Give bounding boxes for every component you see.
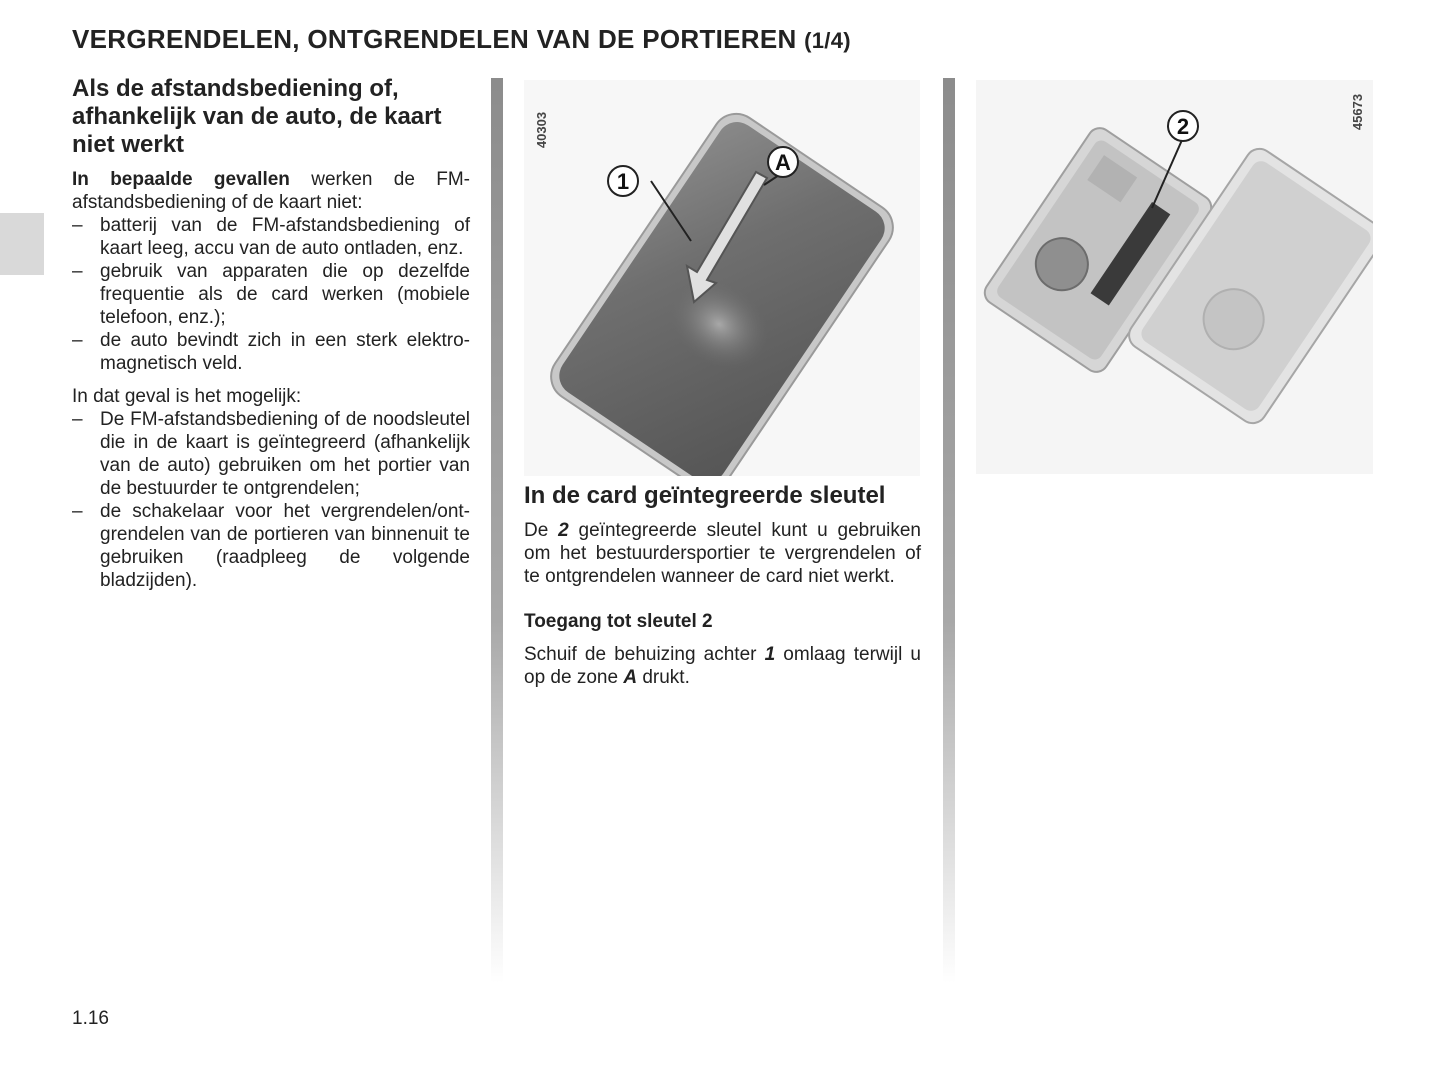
key-card-open-illustration (976, 80, 1373, 474)
key-card-front-illustration (524, 80, 920, 476)
option-item: – de schakelaar voor het vergrendelen/ontgrendelen van de portieren van binnenuit te gebruiken (raadpleeg de volgende bladzijden). (72, 500, 470, 592)
middle-heading: In de card geïntegreerde sleutel (524, 482, 886, 509)
callout-2-label: 2 (1176, 114, 1190, 139)
callout-a-label: A (775, 150, 791, 175)
intro-paragraph (72, 168, 470, 214)
key-paragraph-part: De (524, 520, 559, 541)
page-title-text: VERGRENDELEN, ONTGRENDELEN VAN DE PORTIEREN (72, 24, 797, 54)
left-heading: Als de afstandsbediening of, afhankelijk van de auto, de kaart niet werkt (72, 75, 442, 158)
access-paragraph (524, 643, 921, 689)
left-column (72, 75, 470, 592)
access-paragraph-part: Schuif de behuizing achter (524, 644, 765, 665)
section-tab-marker (0, 213, 44, 275)
access-subheading: Toegang tot sleutel 2 (524, 611, 713, 632)
key-number-ref: 2 (558, 520, 569, 541)
intro-bold: In bepaalde gevallen (72, 169, 290, 190)
column-divider-bar (491, 78, 503, 983)
key-card-front-svg (524, 80, 920, 476)
intro-rest: werken de FM-afstandsbediening of de kaart niet: (72, 169, 471, 213)
cause-item: – de auto bevindt zich in een sterk elektromagnetisch veld. (72, 329, 470, 375)
access-paragraph-part: drukt. (637, 667, 690, 688)
access-paragraph-part: omlaag terwijl u op de zone (524, 644, 921, 688)
cause-item: – gebruik van apparaten die op dezelfde frequentie als de card werken (mobiele telefoon, enz.); (72, 260, 470, 329)
page-title (72, 24, 851, 55)
figure-2-code: 45673 (1350, 93, 1365, 131)
housing-number-ref: 1 (764, 644, 776, 665)
key-paragraph (524, 519, 921, 588)
zone-letter-ref: A (623, 667, 638, 688)
options-list (72, 408, 470, 592)
option-item: – De FM-afstandsbediening of de noodsleutel die in de kaart is geïntegreerd (afhankelijk van de auto) gebruiken om het portier van de bestuurder te ontgrendelen; (72, 408, 470, 500)
column-divider-bar (943, 78, 955, 983)
figure-1-code: 40303 (534, 111, 549, 149)
page-number: 1.16 (72, 1008, 109, 1029)
middle-column (524, 482, 921, 689)
causes-list (72, 214, 470, 375)
key-card-open-svg (976, 80, 1373, 474)
key-paragraph-part: geïntegreerde sleutel kunt u gebruiken om het bestuurdersportier te vergrendelen of te ontgrendelen wanneer de card niet werkt. (524, 520, 921, 587)
callout-1-label: 1 (616, 169, 630, 194)
page-title-suffix: (1/4) (804, 28, 851, 53)
possible-intro: In dat geval is het mogelijk: (72, 386, 302, 407)
cause-item: – batterij van de FM-afstandsbediening of kaart leeg, accu van de auto ontladen, enz. (72, 214, 470, 260)
